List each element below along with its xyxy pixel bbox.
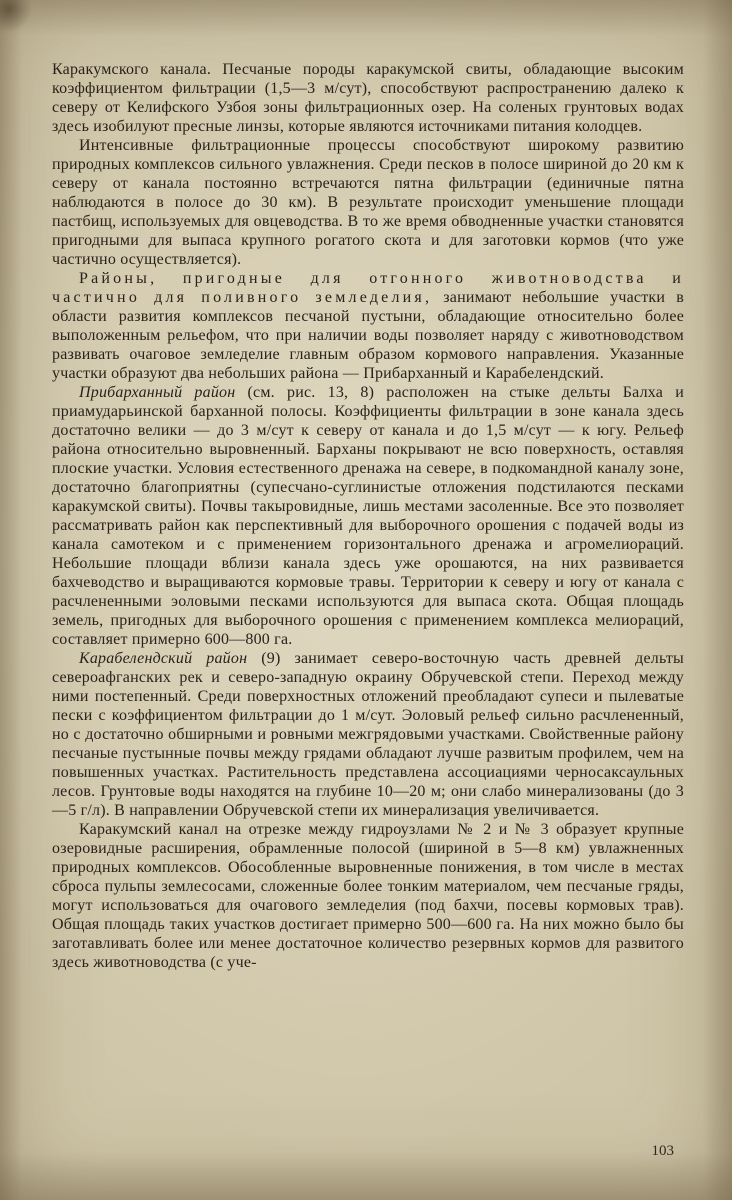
paragraph-4-district-name: Прибарханный район xyxy=(79,384,236,401)
paragraph-3 xyxy=(52,269,684,383)
paragraph-6-text: Каракумский канал на отрезке между гидроузлами № 2 и № 3 образует крупные озеровидные расширения, обрамленные полосой (шириной в 5—8 км) увлажненных природных комплексов. Обособленные выровненные понижения, в том числе в местах сброса пульпы землесосами, сложенные более тонким материалом, чем песчаные гряды, могут использоваться для очагового земледелия (под бахчи, посевы кормовых трав). Общая площадь таких участков достигает примерно 500—600 га. На них можно было бы заготавливать более или менее достаточное количество резервных кормов для развитого здесь животноводства (с уче- xyxy=(52,821,684,971)
paragraph-5 xyxy=(52,649,684,820)
page-number: 103 xyxy=(651,1143,674,1159)
paragraph-6 xyxy=(52,820,684,972)
paragraph-4 xyxy=(52,383,684,649)
paragraph-3-text: занимают небольшие участки в области развития комплексов песчаной пустыни, обладающие относительно более выположенным рельефом, что при наличии воды позволяет наряду с животноводством развивать очаговое земледелие главным образом кормового направления. Указанные участки образуют два небольших района — Прибарханный и Карабелендский. xyxy=(52,289,684,382)
text-block xyxy=(52,60,684,972)
paragraph-3-spaced-term: Районы, пригодные для отгонного животноводства и частично для поливного земледелия, xyxy=(52,270,684,306)
paragraph-1 xyxy=(52,60,684,136)
paragraph-2 xyxy=(52,136,684,269)
paragraph-1-text: Каракумского канала. Песчаные породы каракумской свиты, обладающие высоким коэффициентом фильтрации (1,5—3 м/сут), способствуют распространению далеко к северу от Келифского Узбоя зоны фильтрационных озер. На соленых грунтовых водах здесь изобилуют пресные линзы, которые являются источниками питания колодцев. xyxy=(52,61,684,135)
paragraph-2-text: Интенсивные фильтрационные процессы способствуют широкому развитию природных комплексов сильного увлажнения. Среди песков в полосе шириной до 20 км к северу от канала постоянно встречаются пятна фильтрации (единичные пятна наблюдаются в полосе до 30 км). В результате происходит уменьшение площади пастбищ, используемых для овцеводства. В то же время обводненные участки становятся пригодными для выпаса крупного рогатого скота и для заготовки кормов (что уже частично осуществляется). xyxy=(52,137,684,268)
paragraph-5-district-name: Карабелендский район xyxy=(79,650,248,667)
scan-corner-smudge xyxy=(0,0,32,32)
paragraph-4-text: (см. рис. 13, 8) расположен на стыке дельты Балха и приамударьинской барханной полосы. Коэффициенты фильтрации в зоне канала здесь достаточно велики — до 3 м/сут к северу от канала и до 1,5 м/сут — к югу. Рельеф района относительно выровненный. Барханы покрывают не всю поверхность, оставляя плоские участки. Условия естественного дренажа на севере, в подкомандной каналу зоне, достаточно благоприятны (супесчано-суглинистые отложения подстилаются песками каракумской свиты). Почвы такыровидные, лишь местами засоленные. Все это позволяет рассматривать район как перспективный для выборочного орошения с подачей воды из канала самотеком и с применением горизонтального дренажа и агромелиораций. Небольшие площади вблизи канала здесь уже орошаются, на них развивается бахчеводство и выращиваются кормовые травы. Территории к северу и югу от канала с расчлененными эоловыми песками используются для выпаса скота. Общая площадь земель, пригодных для выборочного орошения с применением комплекса мелиораций, составляет примерно 600—800 га. xyxy=(52,384,684,648)
paragraph-5-text: (9) занимает северо-восточную часть древней дельты североафганских рек и северо-западную окраину Обручевской степи. Переход между ними постепенный. Среди поверхностных отложений преобладают супеси и пылеватые пески с коэффициентом фильтрации до 1 м/сут. Эоловый рельеф сильно расчлененный, но с достаточно обширными и ровными межгрядовыми участками. Свойственные району песчаные пустынные почвы между грядами обладают лучше развитым профилем, чем на повышенных участках. Растительность представлена ассоциациями черносаксаульных лесов. Грунтовые воды находятся на глубине 10—20 м; они слабо минерализованы (до 3—5 г/л). В направлении Обручевской степи их минерализация увеличивается. xyxy=(52,650,685,819)
